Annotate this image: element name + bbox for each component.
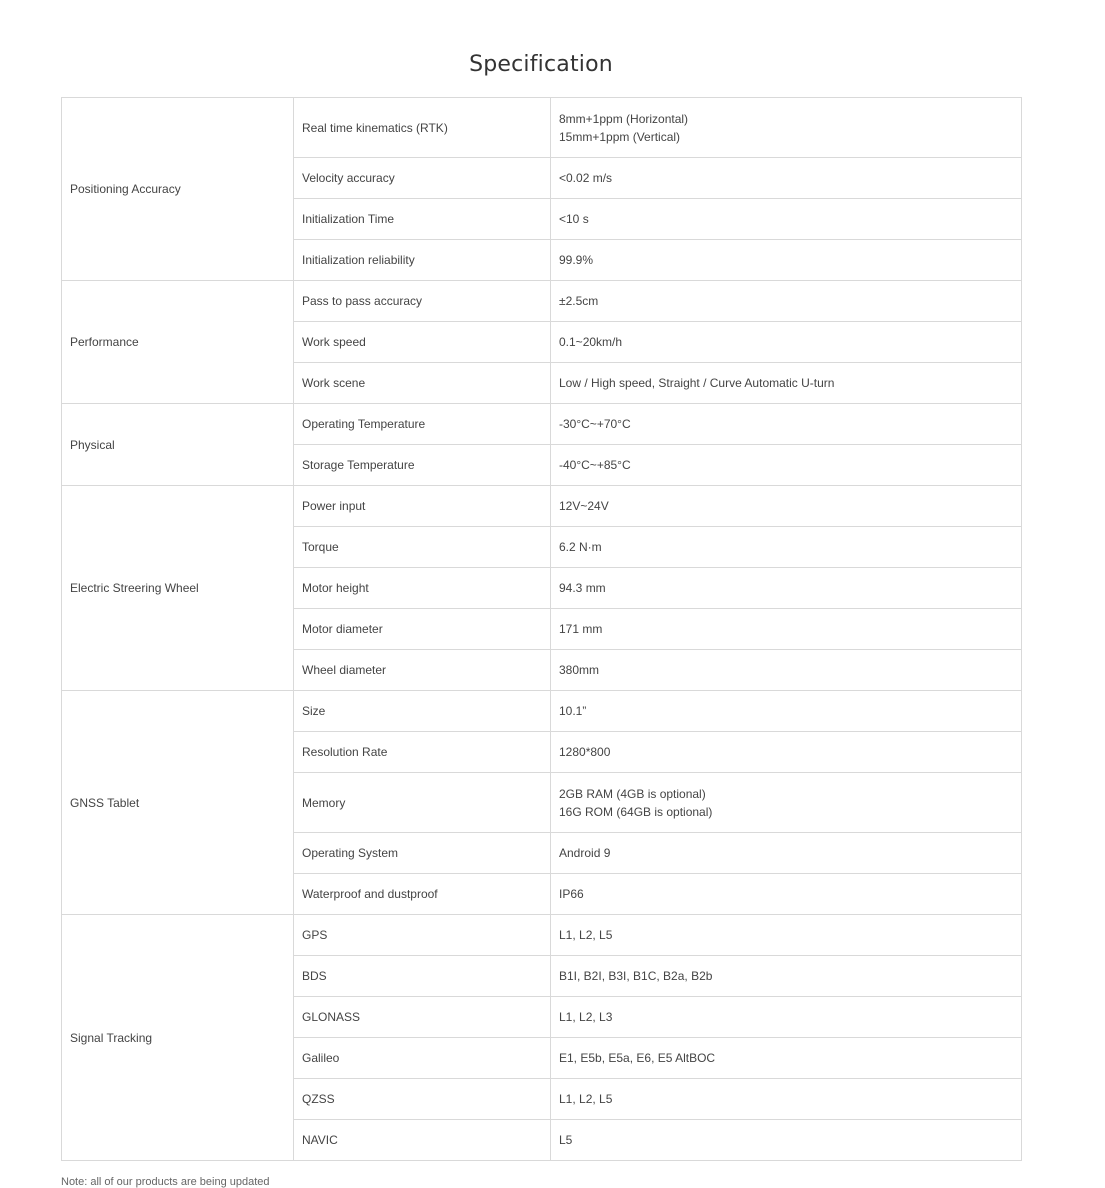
spec-parameter-cell: Velocity accuracy	[294, 158, 551, 199]
spec-value-cell	[551, 732, 1022, 773]
spec-value-line: IP66	[559, 887, 584, 901]
spec-value-cell	[551, 98, 1022, 158]
spec-parameter-cell: GLONASS	[294, 997, 551, 1038]
spec-row	[62, 281, 1022, 322]
spec-value-line: -30°C~+70°C	[559, 417, 631, 431]
spec-value-cell	[551, 322, 1022, 363]
spec-value-line: B1I, B2I, B3I, B1C, B2a, B2b	[559, 969, 713, 983]
specification-table-body	[62, 98, 1022, 1161]
spec-value-cell	[551, 874, 1022, 915]
spec-row	[62, 98, 1022, 158]
spec-value-cell	[551, 773, 1022, 833]
spec-parameter-cell: Work scene	[294, 363, 551, 404]
spec-value-line: E1, E5b, E5a, E6, E5 AltBOC	[559, 1051, 716, 1065]
spec-value-line: <0.02 m/s	[559, 171, 613, 185]
spec-value-line: 2GB RAM (4GB is optional)	[559, 786, 706, 801]
spec-value-cell	[551, 956, 1022, 997]
spec-value-line: L5	[559, 1133, 573, 1147]
spec-row	[62, 915, 1022, 956]
spec-parameter-cell: NAVIC	[294, 1120, 551, 1161]
spec-value-line: 15mm+1ppm (Vertical)	[559, 129, 681, 144]
spec-value-line: 380mm	[559, 663, 600, 677]
spec-value-cell	[551, 199, 1022, 240]
spec-value-line: <10 s	[559, 212, 589, 226]
spec-value-line: 1280*800	[559, 745, 611, 759]
footer-note: Note: all of our products are being updated	[61, 1176, 270, 1188]
spec-value-cell	[551, 445, 1022, 486]
spec-parameter-cell: Operating System	[294, 833, 551, 874]
spec-value-cell	[551, 486, 1022, 527]
spec-value-cell	[551, 691, 1022, 732]
spec-value-cell	[551, 281, 1022, 322]
spec-parameter-cell: Motor diameter	[294, 609, 551, 650]
spec-value-cell	[551, 915, 1022, 956]
spec-parameter-cell: Waterproof and dustproof	[294, 874, 551, 915]
spec-value-line: 16G ROM (64GB is optional)	[559, 804, 713, 819]
spec-row	[62, 486, 1022, 527]
spec-category-cell: Electric Streering Wheel	[62, 486, 294, 691]
spec-parameter-cell: Work speed	[294, 322, 551, 363]
spec-value-cell	[551, 363, 1022, 404]
spec-parameter-cell: Initialization reliability	[294, 240, 551, 281]
spec-category-cell: Signal Tracking	[62, 915, 294, 1161]
spec-value-line: ±2.5cm	[559, 294, 599, 308]
spec-value-cell	[551, 650, 1022, 691]
spec-value-line: L1, L2, L5	[559, 1092, 613, 1106]
spec-value-cell	[551, 833, 1022, 874]
spec-value-line: 8mm+1ppm (Horizontal)	[559, 111, 689, 126]
spec-parameter-cell: Motor height	[294, 568, 551, 609]
spec-value-cell	[551, 997, 1022, 1038]
spec-value-cell	[551, 404, 1022, 445]
spec-parameter-cell: BDS	[294, 956, 551, 997]
spec-parameter-cell: Memory	[294, 773, 551, 833]
spec-parameter-cell: Pass to pass accuracy	[294, 281, 551, 322]
spec-parameter-cell: Operating Temperature	[294, 404, 551, 445]
spec-value-cell	[551, 609, 1022, 650]
spec-value-line: Android 9	[559, 846, 611, 860]
spec-category-cell: Positioning Accuracy	[62, 98, 294, 281]
spec-parameter-cell: GPS	[294, 915, 551, 956]
spec-value-cell	[551, 1038, 1022, 1079]
spec-parameter-cell: Torque	[294, 527, 551, 568]
spec-value-cell	[551, 240, 1022, 281]
spec-parameter-cell: Resolution Rate	[294, 732, 551, 773]
spec-value-line: -40°C~+85°C	[559, 458, 631, 472]
spec-value-line: 10.1”	[559, 704, 587, 718]
spec-row	[62, 691, 1022, 732]
spec-parameter-cell: Storage Temperature	[294, 445, 551, 486]
spec-value-line: 12V~24V	[559, 499, 609, 513]
spec-value-line: 171 mm	[559, 622, 603, 636]
spec-parameter-cell: Wheel diameter	[294, 650, 551, 691]
spec-value-line: L1, L2, L3	[559, 1010, 613, 1024]
spec-parameter-cell: Size	[294, 691, 551, 732]
spec-row	[62, 404, 1022, 445]
spec-value-line: Low / High speed, Straight / Curve Automatic U-turn	[559, 376, 835, 390]
spec-value-line: 0.1~20km/h	[559, 335, 623, 349]
spec-value-cell	[551, 1079, 1022, 1120]
spec-value-cell	[551, 1120, 1022, 1161]
page-title: Specification	[469, 52, 613, 77]
spec-parameter-cell: Real time kinematics (RTK)	[294, 98, 551, 158]
spec-value-line: 99.9%	[559, 253, 594, 267]
specification-table	[61, 97, 1022, 1161]
spec-parameter-cell: Galileo	[294, 1038, 551, 1079]
spec-parameter-cell: Power input	[294, 486, 551, 527]
spec-value-cell	[551, 158, 1022, 199]
spec-parameter-cell: Initialization Time	[294, 199, 551, 240]
spec-value-line: L1, L2, L5	[559, 928, 613, 942]
spec-value-cell	[551, 568, 1022, 609]
spec-value-line: 6.2 N·m	[559, 540, 602, 554]
spec-value-cell	[551, 527, 1022, 568]
spec-category-cell: Performance	[62, 281, 294, 404]
spec-value-line: 94.3 mm	[559, 581, 606, 595]
spec-category-cell: GNSS Tablet	[62, 691, 294, 915]
spec-category-cell: Physical	[62, 404, 294, 486]
spec-parameter-cell: QZSS	[294, 1079, 551, 1120]
